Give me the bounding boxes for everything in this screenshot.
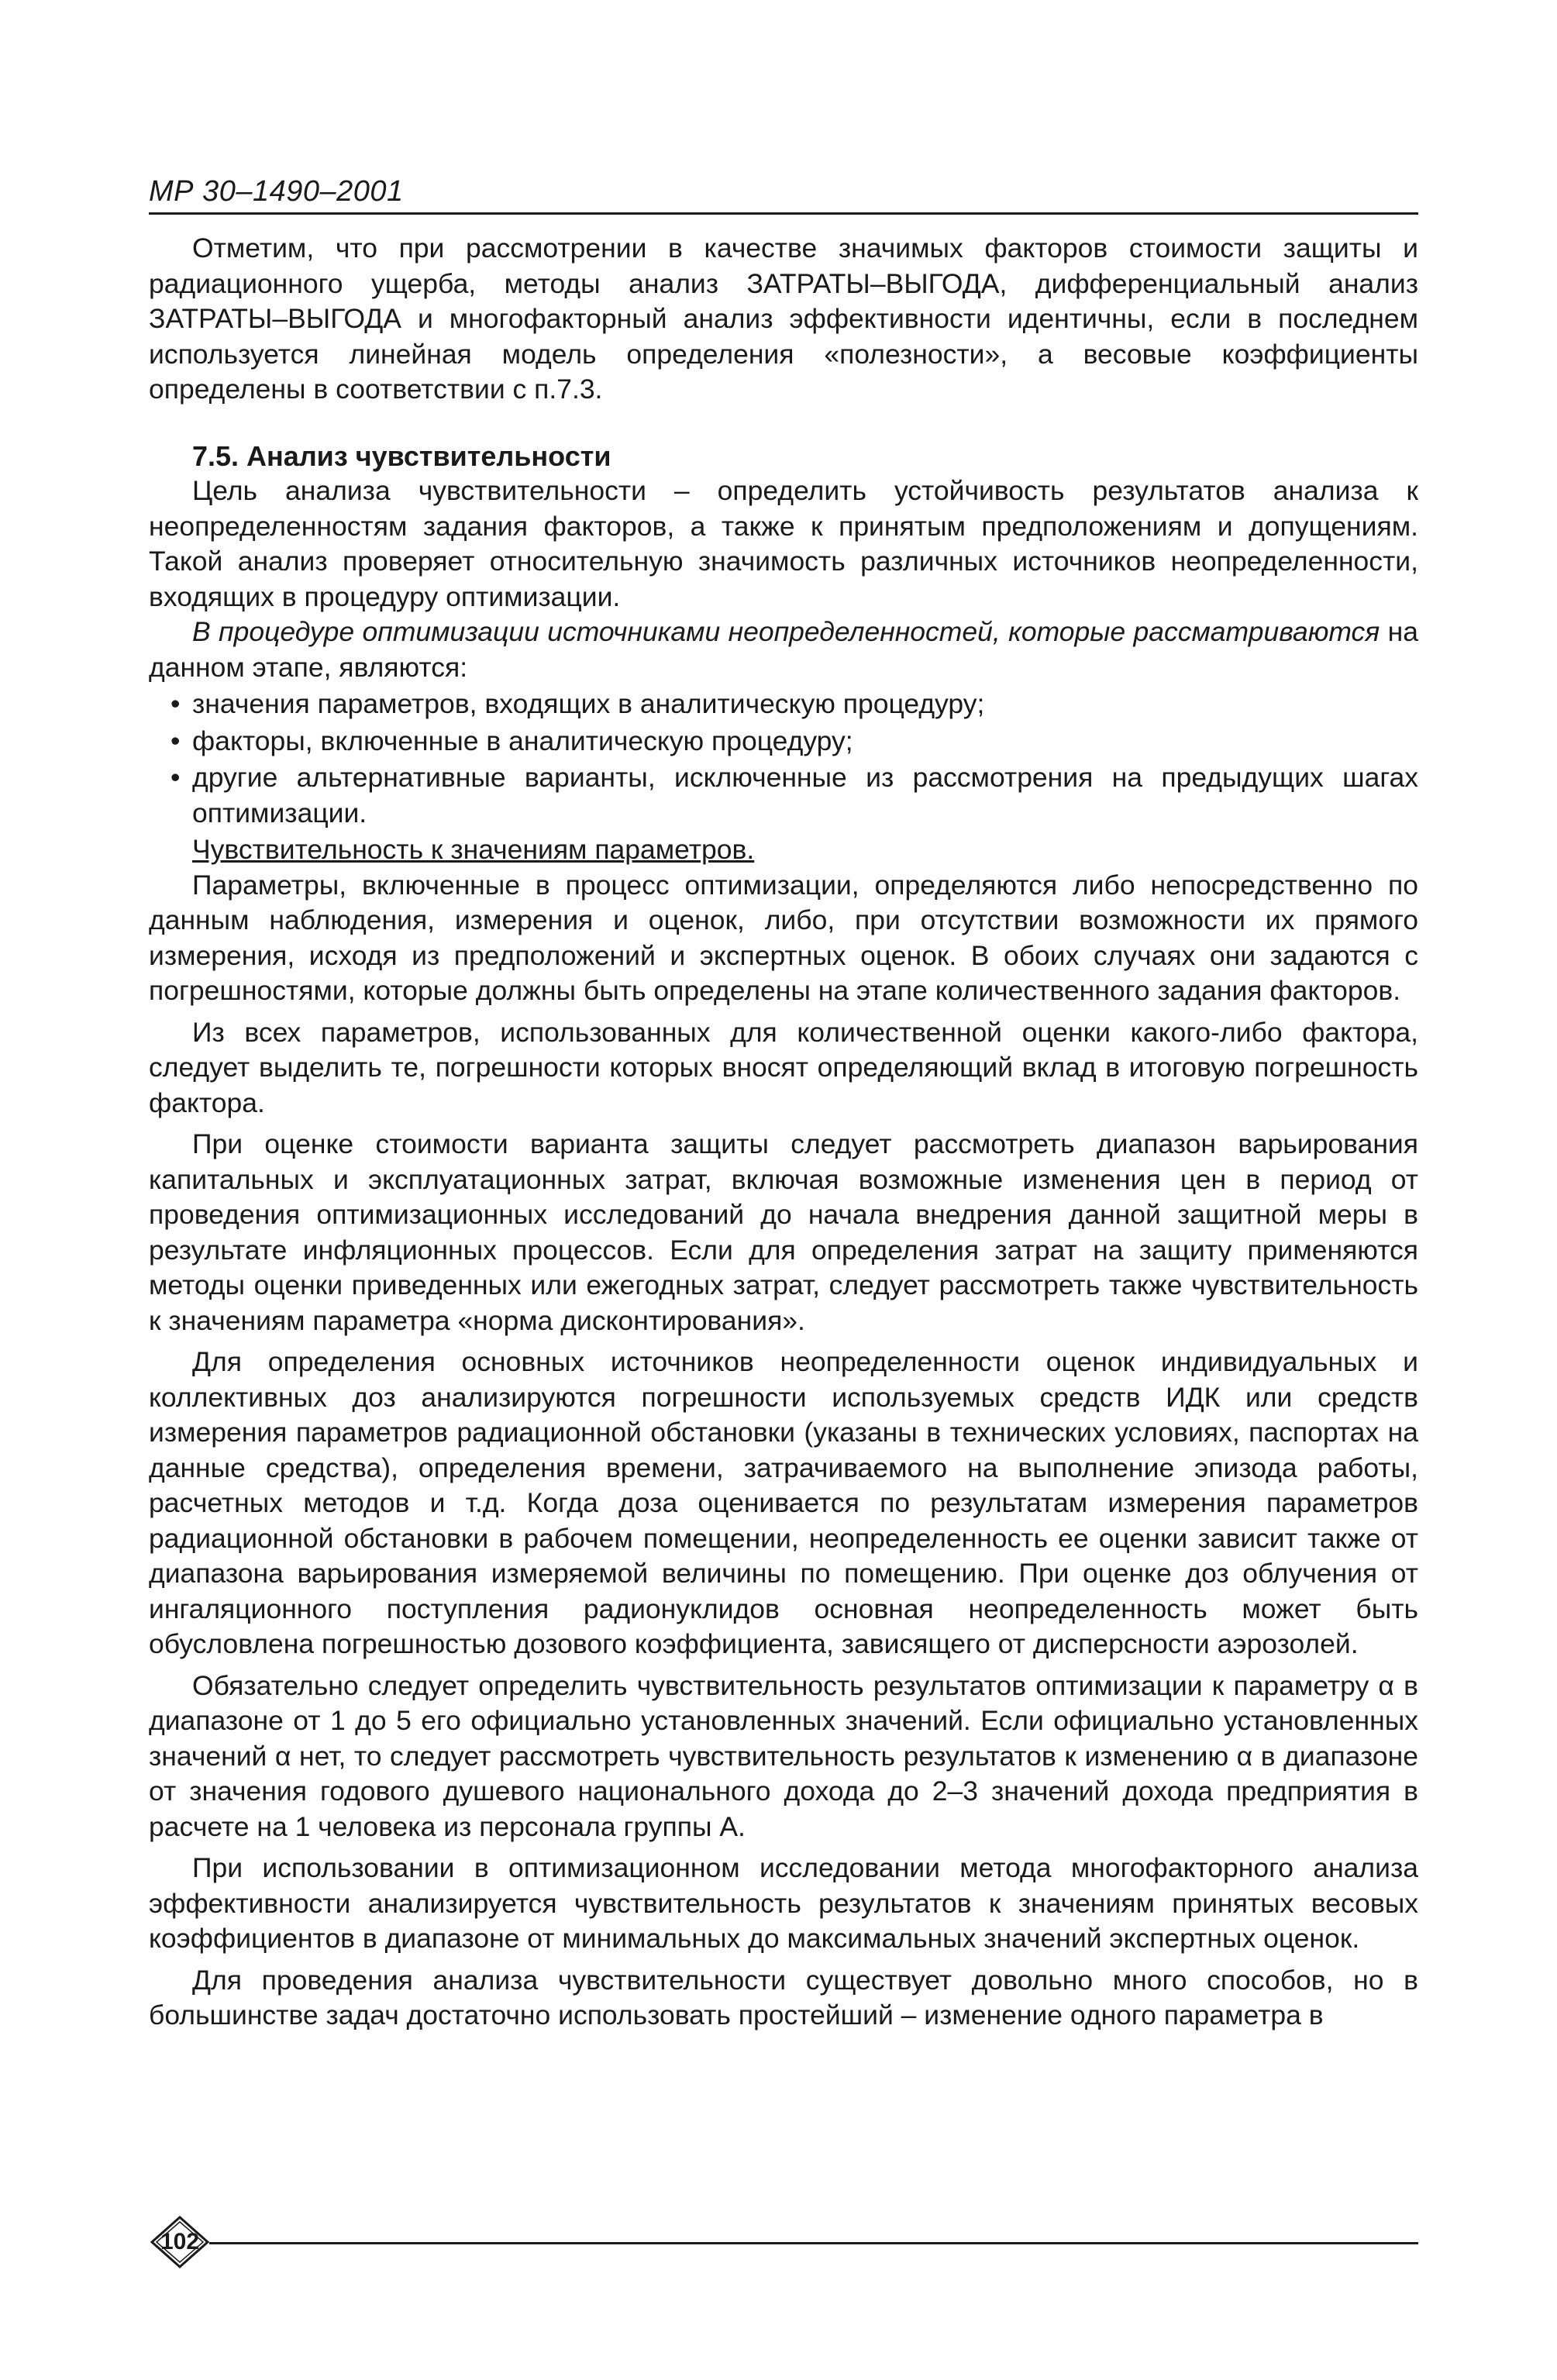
subheading-text: Чувствительность к значениям параметров. xyxy=(192,834,755,865)
bullet-text: факторы, включенные в аналитическую процедуру; xyxy=(192,725,853,756)
bullet-icon: • xyxy=(171,688,181,719)
page-content xyxy=(149,231,1418,2034)
page-header xyxy=(149,174,1418,215)
bullet-icon: • xyxy=(171,725,181,756)
body-paragraph: Параметры, включенные в процесс оптимизации, определяются либо непосредственно по данным наблюдения, измерения и оценок, либо, при отсутствии возможности их прямого измерения, исходя из предположений и экспертных оценок. В обоих случаях они задаются с погрешностями, которые должны быть определены на этапе количественного задания факторов. xyxy=(149,869,1418,1006)
bullet-icon: • xyxy=(171,762,181,793)
page-footer xyxy=(149,2215,1418,2269)
footer-divider xyxy=(209,2242,1418,2244)
intro-paragraph: Отметим, что при рассмотрении в качестве значимых факторов стоимости защиты и радиационного ущерба, методы анализ ЗАТРАТЫ–ВЫГОДА, дифференциальный анализ ЗАТРАТЫ–ВЫГОДА и многофакторный анализ эффективности идентичны, если в последнем используется линейная модель определения «полезности», а весовые коэффициенты определены в соответствии с п.7.3. xyxy=(149,232,1418,405)
sources-paragraph xyxy=(149,615,1418,685)
document-code: МР 30–1490–2001 xyxy=(149,175,404,208)
bullet-text: значения параметров, входящих в аналитическую процедуру; xyxy=(192,688,985,719)
sources-italic-text: В процедуре оптимизации источниками неопределенностей, которые рассматриваются xyxy=(192,616,1380,647)
body-paragraph: Обязательно следует определить чувствительность результатов оптимизации к параметру α в диапазоне от 1 до 5 его официально установленных значений. Если официально установленных значений α нет, то следует рассмотреть чувствительность результатов к изменению α в диапазоне от значения годового душевого национального дохода до 2–3 значений дохода предприятия в расчете на 1 человека из персонала группы А. xyxy=(149,1669,1418,1842)
subheading xyxy=(149,832,1418,868)
list-item xyxy=(149,687,1418,722)
page-number: 102 xyxy=(160,2229,200,2254)
goal-paragraph: Цель анализа чувствительности – определить устойчивость результатов анализа к неопределенностям задания факторов, а также к принятым предположениям и допущениям. Такой анализ проверяет относительную значимость различных источников неопределенности, входящих в процедуру оптимизации. xyxy=(149,475,1418,612)
body-paragraph: Для определения основных источников неопределенности оценок индивидуальных и коллективных доз анализируются погрешности используемых средств ИДК или средств измерения параметров радиационной обстановки (указаны в технических условиях, паспортах на данные средства), определения времени, затрачиваемого на выполнение эпизода работы, расчетных методов и т.д. Когда доза оценивается по результатам измерения параметров радиационной обстановки в рабочем помещении, неопределенность ее оценки зависит также от диапазона варьирования измеряемой величины по помещению. При оценке доз облучения от ингаляционного поступления радионуклидов основная неопределенность может быть обусловлена погрешностью дозового коэффициента, зависящего от дисперсности аэрозолей. xyxy=(149,1346,1418,1659)
body-paragraph: При оценке стоимости варианта защиты следует рассмотреть диапазон варьирования капитальных и эксплуатационных затрат, включая возможные изменения цен в период от проведения оптимизационных исследований до начала внедрения данной защитной меры в результате инфляционных процессов. Если для определения затрат на защиту применяются методы оценки приведенных или ежегодных затрат, следует рассмотреть также чувствительность к значениям параметра «норма дисконтирования». xyxy=(149,1128,1418,1336)
body-paragraph: Для проведения анализа чувствительности существует довольно много способов, но в большинстве задач достаточно использовать простейший – изменение одного параметра в xyxy=(149,1964,1418,2030)
section-heading: 7.5. Анализ чувствительности xyxy=(192,439,611,472)
bullet-text: другие альтернативные варианты, исключенные из рассмотрения на предыдущих шагах оптимизации. xyxy=(192,762,1418,828)
body-paragraph: Из всех параметров, использованных для количественной оценки какого-либо фактора, следует выделить те, погрешности которых вносят определяющий вклад в итоговую погрешность фактора. xyxy=(149,1016,1418,1118)
body-paragraph: При использовании в оптимизационном исследовании метода многофакторного анализа эффективности анализируется чувствительность результатов к значениям принятых весовых коэффициентов в диапазоне от минимальных до максимальных значений экспертных оценок. xyxy=(149,1852,1418,1954)
sources-rest-text: на данном этапе, являются: xyxy=(149,616,1418,683)
list-item xyxy=(149,760,1418,831)
list-item xyxy=(149,724,1418,759)
